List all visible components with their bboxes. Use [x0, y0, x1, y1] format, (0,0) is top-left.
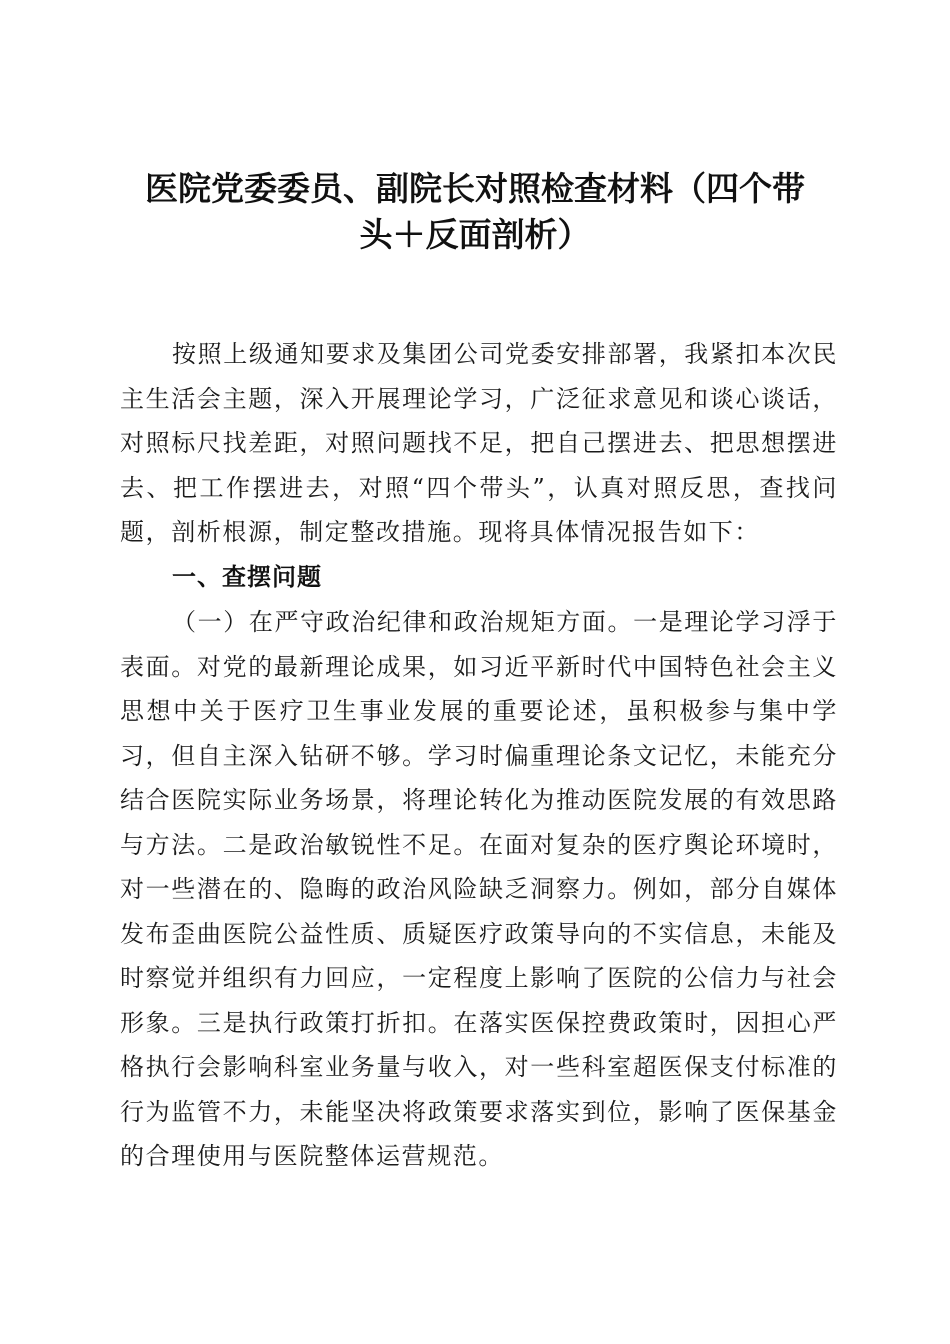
- subsection-heading-1: （一）在严守政治纪律和政治规矩方面。: [172, 608, 634, 636]
- section-heading-problems: 一、查摆问题: [172, 563, 322, 591]
- document-title: [110, 166, 840, 258]
- subsection-body-1: 一是理论学习浮于表面。对党的最新理论成果，如习近平新时代中国特色社会主义思想中关于医疗卫生事业发展的重要论述，虽积极参与集中学习，但自主深入钻研不够。学习时偏重理论条文记忆，未能充分结合医院实际业务场景，将理论转化为推动医院发展的有效思路与方法。二是政治敏锐性不足。在面对复杂的医疗舆论环境时，对一些潜在的、隐晦的政治风险缺乏洞察力。例如，部分自媒体发布歪曲医院公益性质、质疑医疗政策导向的不实信息，未能及时察觉并组织有力回应，一定程度上影响了医院的公信力与社会形象。三是执行政策打折扣。在落实医保控费政策时，因担心严格执行会影响科室业务量与收入，对一些科室超医保支付标准的行为监管不力，未能坚决将政策要求落实到位，影响了医保基金的合理使用与医院整体运营规范。: [120, 608, 838, 1170]
- intro-paragraph: 按照上级通知要求及集团公司党委安排部署，我紧扣本次民主生活会主题，深入开展理论学习，广泛征求意见和谈心谈话，对照标尺找差距，对照问题找不足，把自己摆进去、把思想摆进去、把工作摆进去，对照“四个带头”，认真对照反思，查找问题，剖析根源，制定整改措施。现将具体情况报告如下：: [120, 340, 838, 546]
- document-title-line-1: 医院党委委员、副院长对照检查材料（四个带: [145, 169, 805, 208]
- subsection-paragraph-1: [120, 600, 838, 1179]
- document-title-line-2: 头＋反面剖析）: [359, 215, 591, 254]
